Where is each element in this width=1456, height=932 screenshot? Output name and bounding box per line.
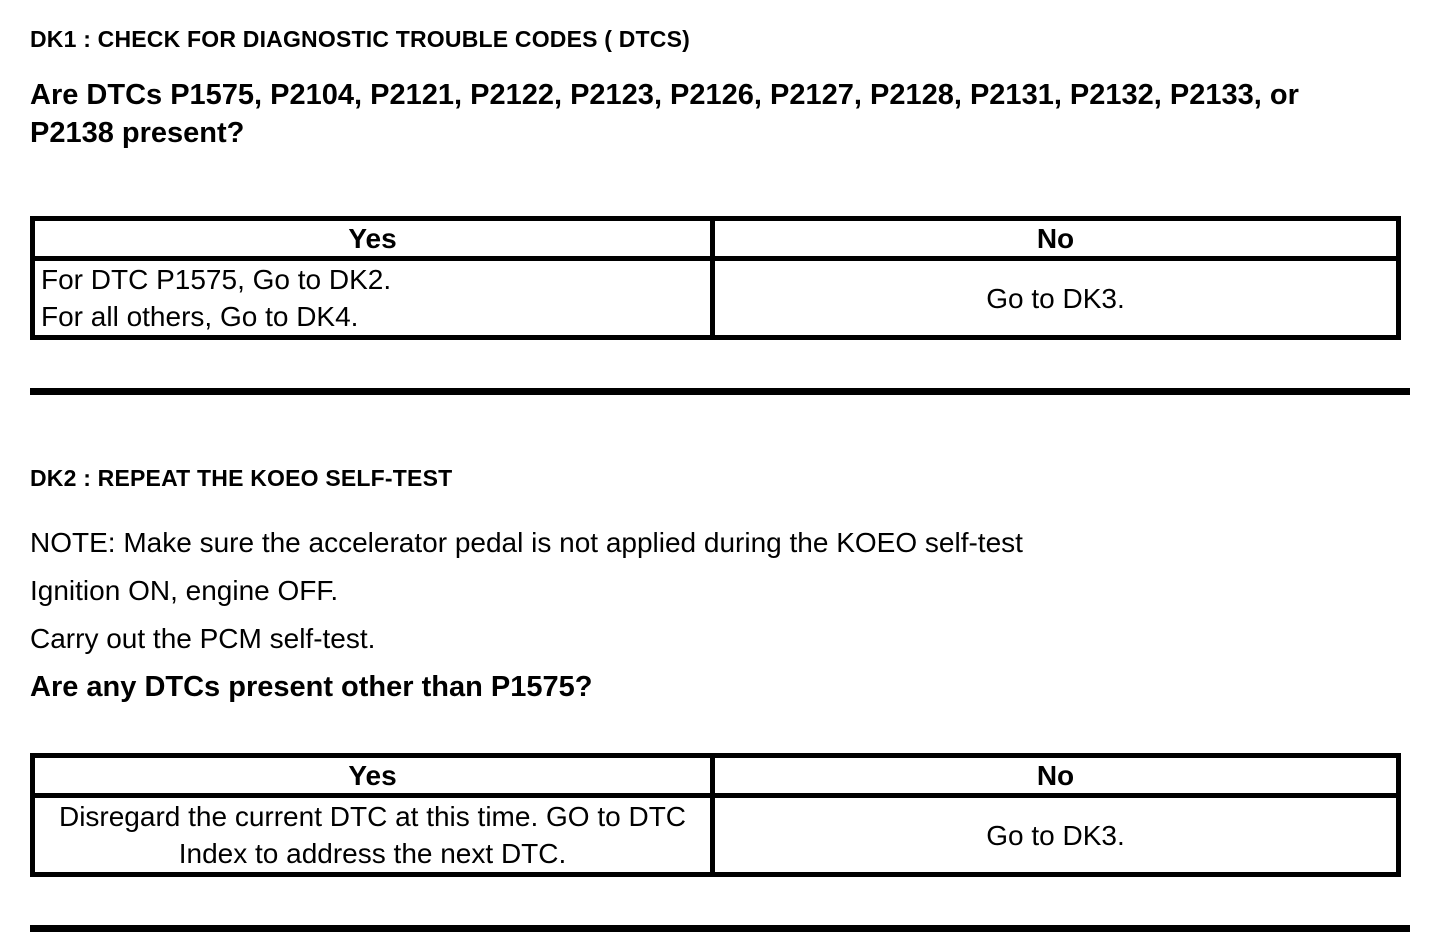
dk2-step-2: Carry out the PCM self-test. — [30, 623, 376, 654]
section-dk2 — [30, 465, 1456, 932]
dk2-yes-header: Yes — [33, 756, 713, 796]
dk2-action-row — [33, 796, 1399, 875]
dk1-header-row — [33, 219, 1399, 259]
dk2-step-1: Ignition ON, engine OFF. — [30, 575, 339, 606]
dk2-note: NOTE: Make sure the accelerator pedal is not applied during the KOEO self-test — [30, 527, 1023, 558]
dk2-no-header: No — [713, 756, 1399, 796]
dk2-yes-action: Disregard the current DTC at this time. GO to DTC Index to address the next DTC. — [33, 796, 713, 875]
section-divider-2 — [30, 925, 1410, 932]
dk2-no-action: Go to DK3. — [713, 796, 1399, 875]
dk1-yes-action — [33, 259, 713, 338]
dk1-decision-table — [30, 216, 1401, 340]
dk1-action-row — [33, 259, 1399, 338]
dk2-heading: DK2 : REPEAT THE KOEO SELF-TEST — [30, 465, 453, 491]
dk1-question: Are DTCs P1575, P2104, P2121, P2122, P2123, P2126, P2127, P2128, P2131, P2132, P2133, or P2138 present? — [30, 79, 1299, 149]
section-divider-1 — [30, 388, 1410, 395]
dk1-yes-action-line-1: For DTC P1575, Go to DK2. — [41, 264, 392, 295]
dk2-header-row — [33, 756, 1399, 796]
dk2-decision-table — [30, 753, 1401, 877]
dk1-no-header: No — [713, 219, 1399, 259]
dk1-yes-action-line-2: For all others, Go to DK4. — [41, 301, 359, 332]
section-dk1 — [30, 26, 1456, 395]
dk2-instructions — [30, 519, 1456, 711]
dk1-heading: DK1 : CHECK FOR DIAGNOSTIC TROUBLE CODES ( DTCS) — [30, 26, 690, 52]
dk1-yes-header: Yes — [33, 219, 713, 259]
dk1-no-action: Go to DK3. — [713, 259, 1399, 338]
dk2-question: Are any DTCs present other than P1575? — [30, 671, 593, 703]
